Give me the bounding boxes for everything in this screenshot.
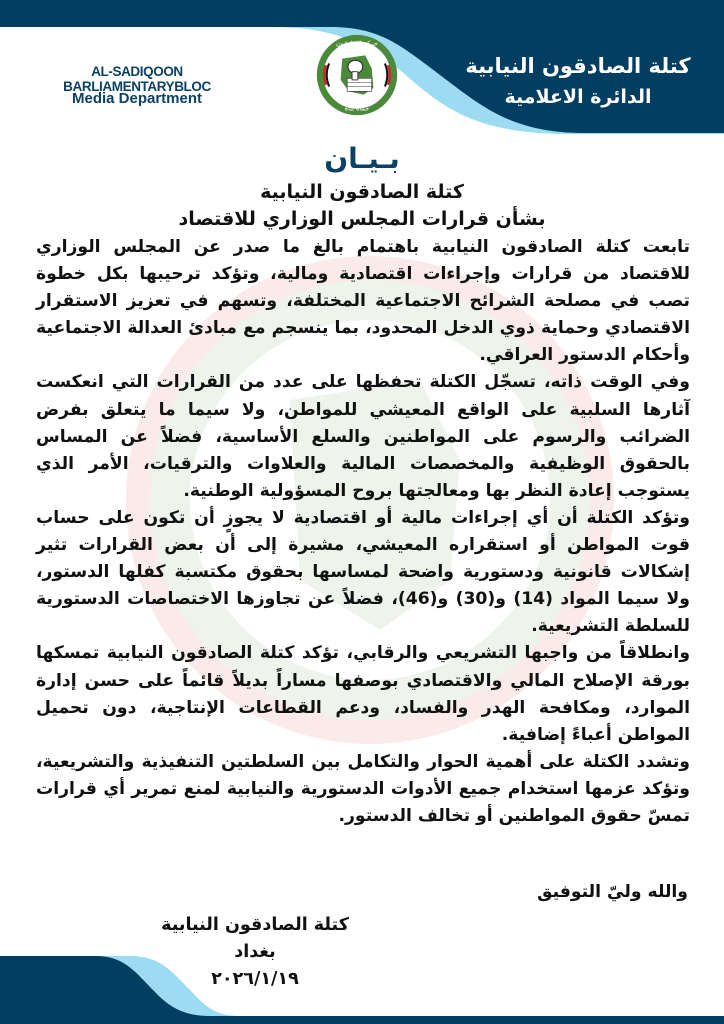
paragraph: وفي الوقت ذاته، تسجّل الكتلة تحفظها على عدد من القرارات التي انعكست آثارها السلبية على الواقع المعيشي للمواطن، ولا سيما ما يتعلق بفرض الضرائب والرسوم على المواطنين والسلع الأساسية، فضلاً عن المساس بالحقوق الوظيفية والمخصصات المالية والعلاوات والترقيات، الأمر الذي يستوجب إعادة النظر بها ومعالجتها بروح المسؤولية الوطنية.	[36, 372, 690, 501]
paragraph: وتؤكد الكتلة أن أي إجراءات مالية أو اقتصادية لا يجوزٍ أن تكون على حساب قوت المواطن أو استقراره المعيشي، مشيرة إلى أن بعض القرارات تثير إشكالات قانونية ودستورية واضحة لمساسها بحقوق مكتسبة كفلها الدستور، ولا سيما المواد (14) و(30) و(46)، فضلاً عن تجاوزها الاختصاصات الدستورية للسلطة التشريعية.	[36, 507, 690, 637]
document-issuer: كتلة الصادقون النيابية	[260, 181, 464, 203]
closing-phrase: والله وليّ التوفيق	[537, 882, 688, 902]
arabic-department: الدائرة الاعلامية	[504, 86, 652, 108]
header-top-bar	[0, 0, 724, 27]
paragraph: وتشدد الكتلة على أهمية الحوار والتكامل بين السلطتين التنفيذية والتشريعية، وتؤكد عزمها استخدام جميع الأدوات الدستورية والنيابية لمنع تمرير أي قرارات تمسّ حقوق المواطنين أو تخالف الدستور.	[36, 751, 690, 826]
paragraph: وانطلاقاً من واجبها التشريعي والرقابي، تؤكد كتلة الصادقون النيابية تمسكها بورقة الإصلاح المالي والاقتصادي بوصفها مساراً بديلاً قائماً على حسن إدارة الموارد، ومكافحة الهدر والفساد، ودعم القطاعات الإنتاجية، دون تحميل المواطن أعباءً إضافية.	[36, 643, 690, 745]
paragraph: تابعت كتلة الصادقون النيابية باهتمام بالغ ما صدر عن المجلس الوزاري للاقتصاد من قرارات وإجراءات اقتصادية ومالية، وتؤكد ترحيبها بكل خطوة تصب في مصلحة الشرائح الاجتماعية المختلفة، وتسهم في تعزيز الاستقرار الاقتصادي وحماية ذوي الدخل المحدود، بما ينسجم مع مبادئ العدالة الاجتماعية وأحكام الدستور العراقي.	[36, 237, 690, 366]
signature-date: ٢٠٢٦/١/١٩	[211, 969, 299, 989]
document-subject: بشأن قرارات المجلس الوزاري للاقتصاد	[178, 208, 546, 230]
document-title: بـيـان	[324, 142, 400, 175]
signature-city: بغداد	[234, 942, 276, 962]
signature-name: كتلة الصادقون النيابية	[161, 915, 349, 935]
footer-wave-navy	[0, 956, 724, 1024]
logo-top-text: حركة الصادقون	[335, 39, 379, 48]
logo-bottom-text: حماة بناة	[344, 104, 370, 113]
footer-banner	[0, 950, 724, 1024]
english-org-name: AL-SADIQOON BARLIAMENTARYBLOC	[63, 64, 211, 94]
english-department: Media Department	[71, 90, 203, 107]
statement-body	[36, 234, 690, 830]
sadiqoon-logo-icon	[316, 34, 398, 116]
arabic-org-name: كتلة الصادقون النيابية	[465, 54, 691, 78]
